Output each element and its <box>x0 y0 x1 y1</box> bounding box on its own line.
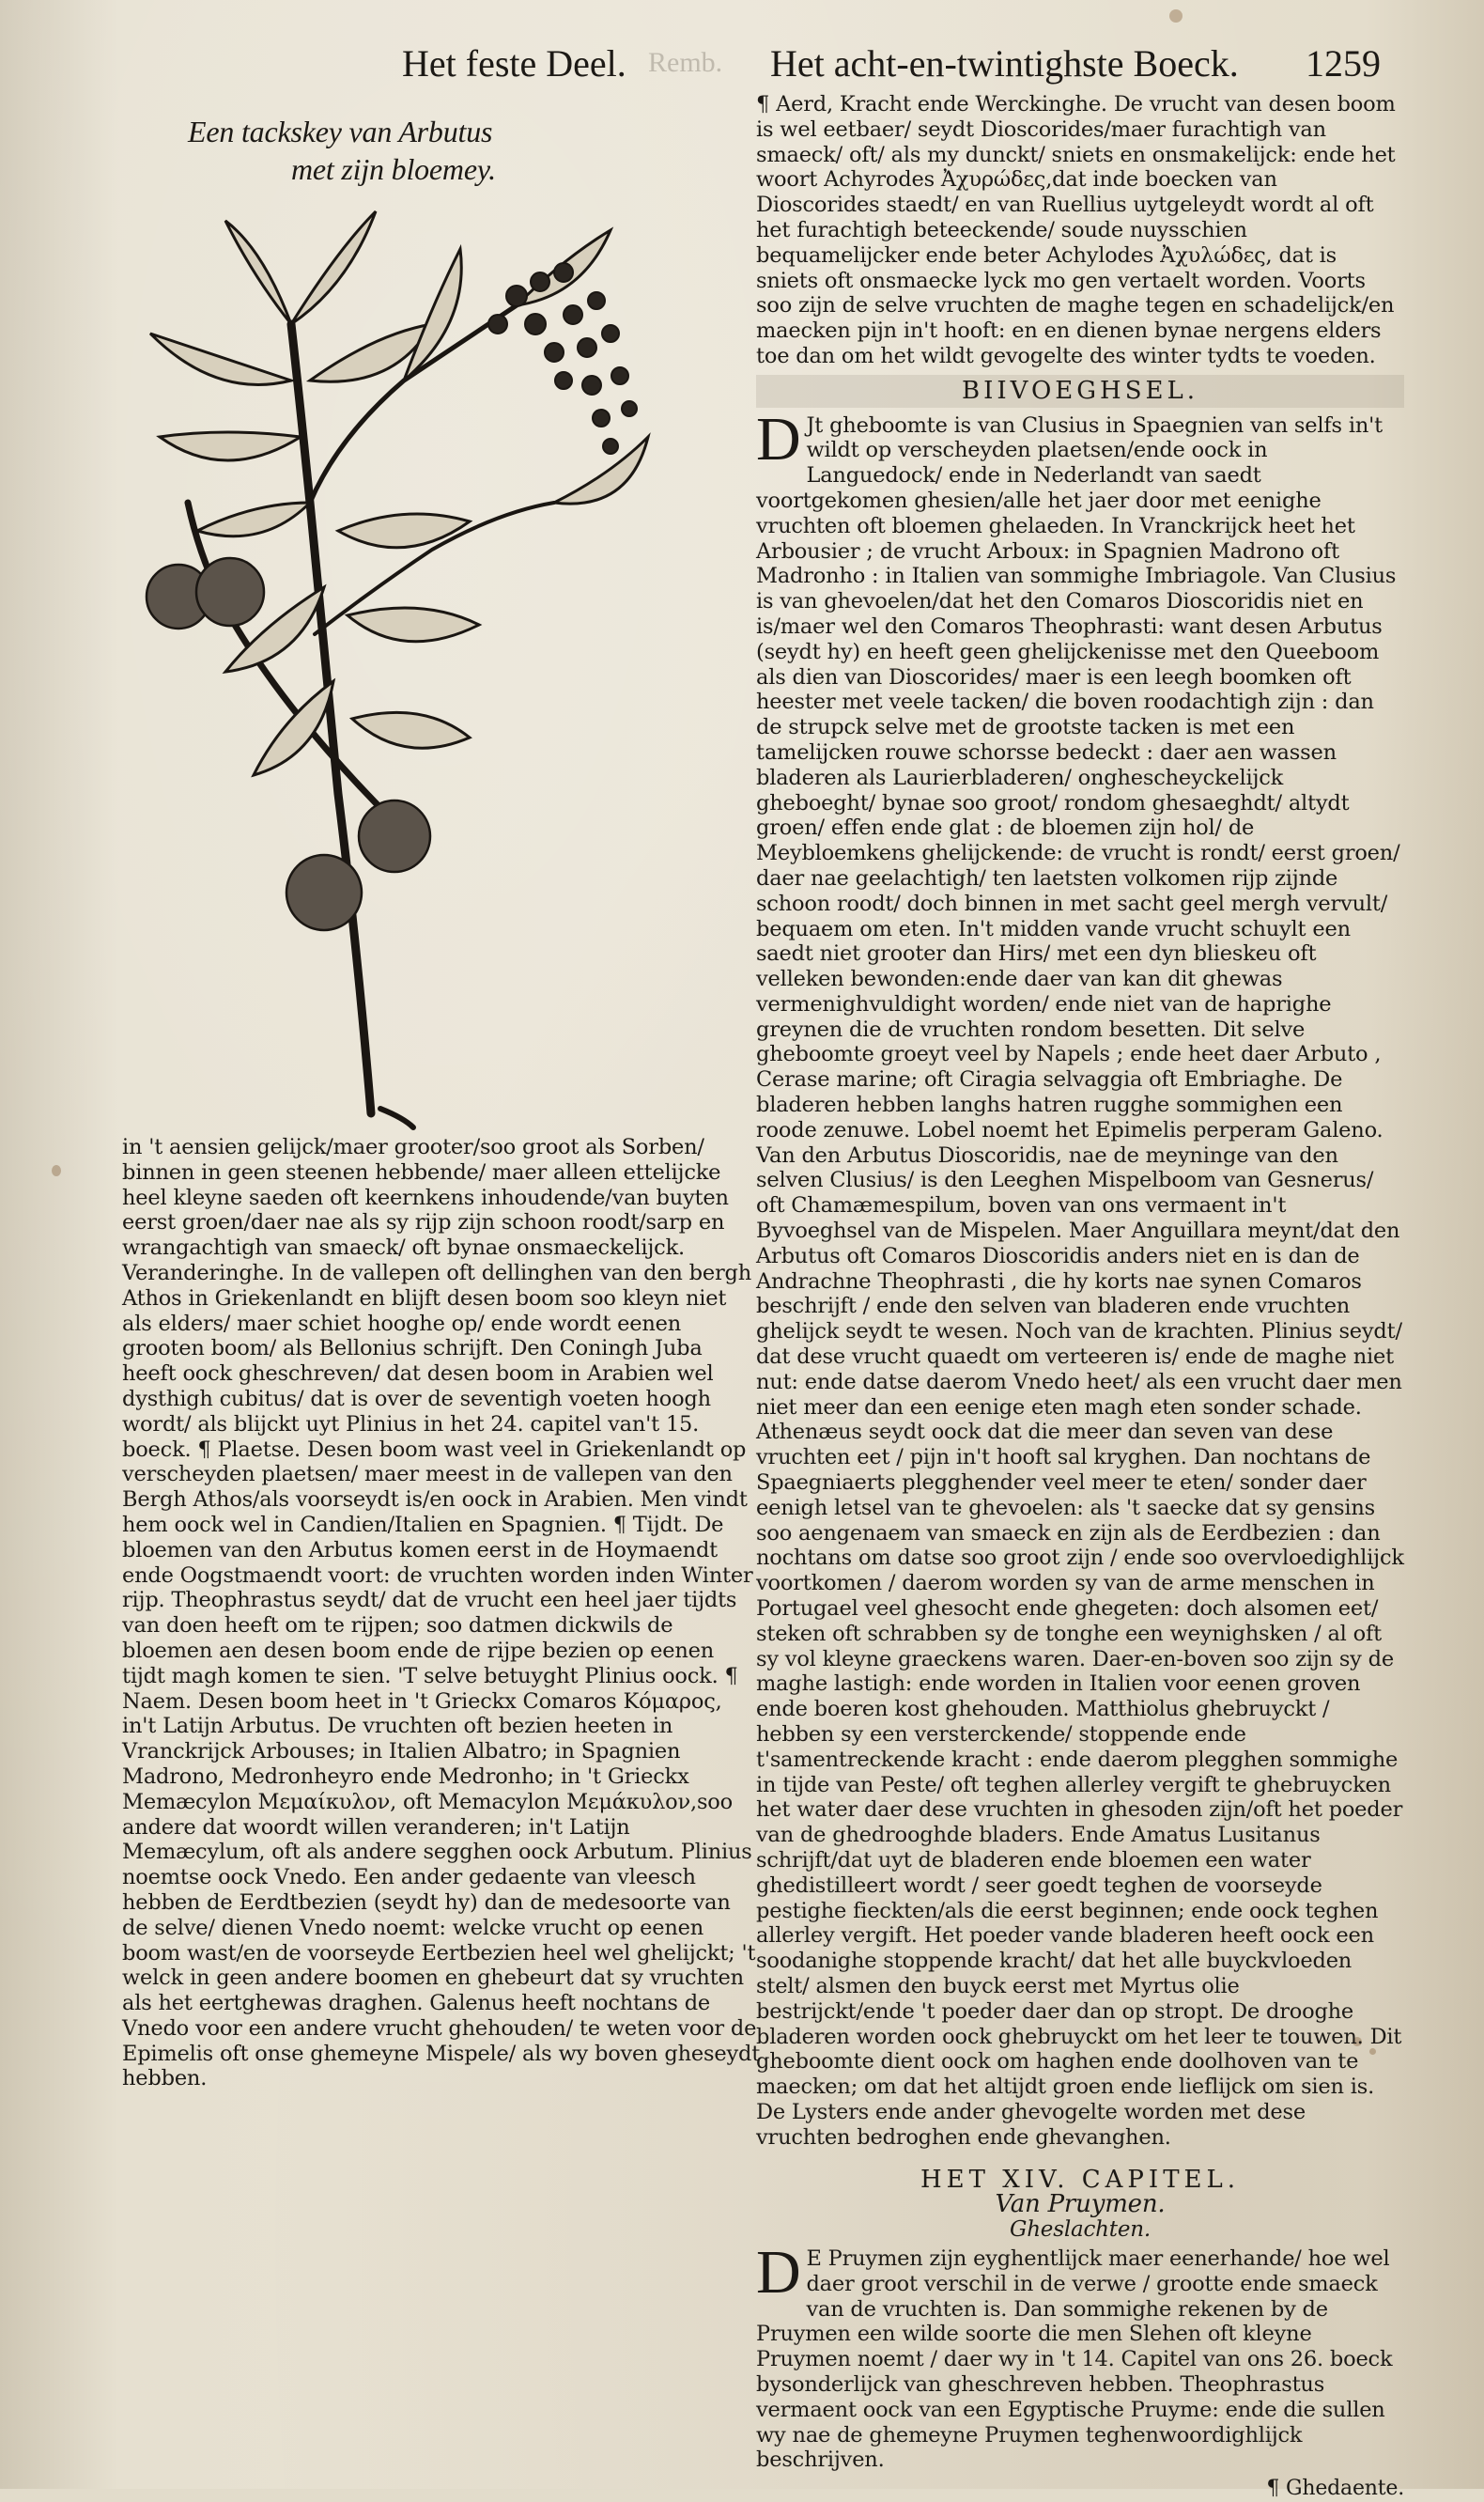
chapter-title: HET XIV. CAPITEL. <box>920 2165 1241 2194</box>
arbutus-woodcut-illustration <box>122 193 676 1132</box>
stain-spot <box>52 1165 61 1176</box>
catchword: ¶ Ghedaente. <box>1266 2477 1404 2501</box>
dropcap-d: D <box>756 404 801 474</box>
header-right: Het acht-en-twintighste Boeck. <box>770 42 1239 85</box>
right-column-text <box>756 92 1404 2502</box>
bivoeghsel-text: Jt gheboomte is van Clusius in Spaegnien van selfs in't wildt op verscheyden plaetsen/ende oock in Languedock/ ende in Nederlandt van saedt voortgekomen ghesien/alle het jaer door met eenighe vruchten oft bloemen ghelaeden. In Vranckrijck heet het Arbousier ; de vrucht Arboux: in Spagnien Madrono oft Madronho : in Italien van sommighe Imbriagole. Van Clusius is van ghevoelen/dat het den Comaros Dioscoridis niet en is/maer wel den Comaros Theophrasti: want desen Arbutus (seydt hy) en heeft geen ghelijckenisse met den Queeboom als dien van Dioscorides/ maer is een leegh boomken oft heester met veele tacken/ die boven roodachtigh zijn : dan de strupck selve met de grootste tacken is met een tamelijcken rouwe schorsse bedeckt : daer aen wassen bladeren als Laurierbladeren/ onghescheyckelijck gheboeght/ bynae soo groot/ rondom ghesaeghdt/ altydt groen/ effen ende glat : de bloemen zijn hol/ de Meybloemkens ghelijckende: de vrucht is rondt/ eerst groen/ daer nae geelachtigh/ ten laetsten volkomen rijp zijnde schoon roodt/ doch binnen in met sacht geel mergh vervult/ bequaem om eten. In't midden vande vrucht schuylt een saedt niet grooter dan Hirs/ met een dyn blieskeu oft velleken bewonden:ende daer van kan dit ghewas vermenighvuldight worden/ ende niet van de haprighe greynen die de vruchten rondom besetten. Dit selve gheboomte groeyt veel by Napels ; ende heet daer Arbuto , Cerase marine; oft Ciragia selvaggia oft Embriaghe. De bladeren hebben langhs hatren rugghe sommighen een roode zenuwe. Lobel noemt het Epimelis perperam Galeno. Van den Arbutus Dioscoridis, nae de meyninge van den selven Clusius/ is den Leeghen Mispelboom van Gesnerus/ oft Chamæmespilum, boven van ons vermaent in't Byvoeghsel van de Mispelen. Maer Anguillara meynt/dat den Arbutus oft Comaros Dioscoridis anders niet en is dan de Andrachne Theophrasti , die hy korts nae synen Comaros beschrijft / ende den selven van bladeren ende vruchten ghelijck seydt te wesen. Noch van de krachten. Plinius seydt/ dat dese vrucht quaedt om verteeren is/ ende de maghe niet nut: ende datse daerom Vnedo heet/ als een vrucht daer men niet meer dan een eenige eten magh eten sonder schade. Athenæus seydt oock dat die meer dan seven van dese vruchten eet / pijn in't hooft sal kryghen. Dan nochtans de Spaegniaerts plegghender veel meer te eten/ sonder daer eenigh letsel van te ghevoelen: als 't saecke dat sy gensins soo aengenaem van smaeck en zijn als de Eerdbezien : dan nochtans om datse soo groot zijn / ende soo overvloedighlijck voortkomen / daerom worden sy van de arme menschen in Portugael veel ghesocht ende ghegeten: doch alsomen eet/ steken oft schrabben sy de tonghe een weynighsken / al oft sy vol kleyne graeckens waren. Daer-en-boven soo zijn sy de maghe lastigh: ende worden in Italien voor eenen groven ende boeren kost ghehouden. Matthiolus ghebruyckt / hebben sy een versterckende/ stoppende ende t'samentreckende kracht : ende daerom plegghen sommighe in tijde van Peste/ oft teghen allerley vergift te ghebruycken het water daer dese vruchten in ghesoden zijn/oft het poeder van de ghedrooghde bladers. Ende Amatus Lusitanus schrijft/dat uyt de bladeren ende bloemen een water ghedistilleert wordt / seer goedt teghen de voorseyde pestighe fieckten/als die eerst beginnen; ende oock teghen allerley vergift. Het poeder vande bladeren heeft oock een soodanighe stoppende kracht/ dat het alle buyckvloeden stelt/ alsmen den buyck eerst met Myrtus olie bestrijckt/ende 't poeder daer dan op stropt. De drooghe bladeren worden oock ghebruyckt om het leer te touwen. Dit gheboomte dient oock om haghen ende doolhoven van te maecken; om dat het altijdt groen ende lieflijck om sien is. De Lysters ende ander ghevogelte worden met dese vruchten bedroghen ende ghevanghen. <box>756 412 1404 2150</box>
left-column-text <box>122 1135 761 2091</box>
bivoeghsel-heading: BIIVOEGHSEL. <box>756 375 1404 408</box>
chapter-paragraph <box>756 2237 1404 2473</box>
dropcap-d: D <box>756 2237 801 2307</box>
chapter-text: E Pruymen zijn eyghentlijck maer eenerhande/ hoe wel daer groot verschil in de verwe / grootte ende smaeck van de vruchten is. Dan sommighe rekenen by de Pruymen een wilde soorte die men Slehen oft kleyne Pruymen noemt / daer wy in 't 14. Capitel van ons 26. boeck bysonderlijck van gheschreven hebben. Theophrastus vermaent oock van een Egyptische Pruyme: ende die sullen wy nae de ghemeyne Pruymen teghenwoordighlijck beschrijven. <box>756 2246 1393 2473</box>
left-column-paragraph: in 't aensien gelijck/maer grooter/soo groot als Sorben/ binnen in geen steenen hebbende/ maer alleen ettelijcke heel kleyne saeden oft keernkens inhoudende/van buyten eerst groen/daer nae als sy rijp zijn schoon roodt/sarp en wrangachtigh van smaeck/ oft bynae onsmaeckelijck. Veranderinghe. In de vallepen oft dellinghen van den bergh Athos in Griekenlandt en blijft desen boom soo kleyn niet als elders/ maer schiet hooghe op/ ende wordt eenen grooten boom/ als Bellonius schrijft. Den Coningh Juba heeft oock gheschreven/ dat desen boom in Arabien wel dysthigh cubitus/ dat is over de seventigh voeten hoogh wordt/ als blijckt uyt Plinius in het 24. capitel van't 15. boeck. ¶ Plaetse. Desen boom wast veel in Griekenlandt op verscheyden plaetsen/ maer meest in de vallepen van den Bergh Athos/als voorseydt is/en oock in Arabien. Men vindt hem oock wel in Candien/Italien en Spagnien. ¶ Tijdt. De bloemen van den Arbutus komen eerst in de Hoymaendt ende Oogstmaendt voort: de vruchten worden inden Winter rijp. Theophrastus seydt/ dat de vrucht een heel jaer tijdts van doen heeft om te rijpen; soo datmen dickwils de bloemen aen desen boom ende de rijpe bezien op eenen tijdt magh komen te sien. 'T selve betuyght Plinius oock. ¶ Naem. Desen boom heet in 't Grieckx Comaros Κόμαρος, in't Latijn Arbutus. De vruchten oft bezien heeten in Vranckrijck Arbouses; in Italien Albatro; in Spagnien Madrono, Medronheyro ende Medronho; in 't Grieckx Memæcylon Μεμαίκυλον, oft Memacylon Μεμάκυλον,soo andere dat woordt willen veranderen; in't Latijn Memæcylum, oft als andere segghen oock Arbutum. Plinius noemtse oock Vnedo. Een ander gedaente van vleesch hebben de Eerdtbezien (seydt hy) dan de medesoorte van de selve/ dienen Vnedo noemt: welcke vrucht op eenen boom wast/en de voorseyde Eertbezien heel wel ghelijckt; 't welck in geen andere boomen en ghebeurt dat sy vruchten als het eertghewas draghen. Galenus heeft nochtans de Vnedo voor een andere vrucht ghehouden/ te weten voor de Epimelis oft onse ghemeyne Mispele/ als wy boven gheseydt hebben. <box>122 1135 761 2091</box>
stain-spot <box>1169 9 1183 23</box>
aerd-kracht-paragraph: ¶ Aerd, Kracht ende Werckinghe. De vrucht van desen boom is wel eetbaer/ seydt Dioscorides/maer furachtigh van smaeck/ oft/ als my dunckt/ sniets en onsmakelijck: ende het woort Achyrodes Ἀχυρώδες,dat inde boecken van Dioscorides staedt/ en van Ruellius uytgeleydt wordt al oft het furachtigh beteeckende/ soude nuysschien bequamelijcker ende beter Achylodes Ἀχυλώδες, dat is sniets oft onsmaecke lyck mo gen vertaelt worden. Voorts soo zijn de selve vruchten de maghe tegen en schadelijck/en maecken pijn in't hooft: en en dienen bynae nergens elders toe dan om het wildt gevogelte des winter tydts te voeden. <box>756 92 1396 368</box>
illustration-caption <box>103 113 742 188</box>
header-left: Het feste Deel. <box>402 42 626 85</box>
running-header <box>0 41 1484 98</box>
chapter-subtitle: Van Pruymen. <box>995 2190 1166 2219</box>
page-number: 1259 <box>1306 42 1381 85</box>
header-bleed-through: Remb. <box>648 47 723 78</box>
section-heading: Gheslachten. <box>1010 2217 1151 2243</box>
caption-line-1: Een tackskey van Arbutus <box>188 115 493 148</box>
bivoeghsel-paragraph <box>756 404 1404 2151</box>
caption-line-2: met zijn bloemey. <box>291 152 496 186</box>
